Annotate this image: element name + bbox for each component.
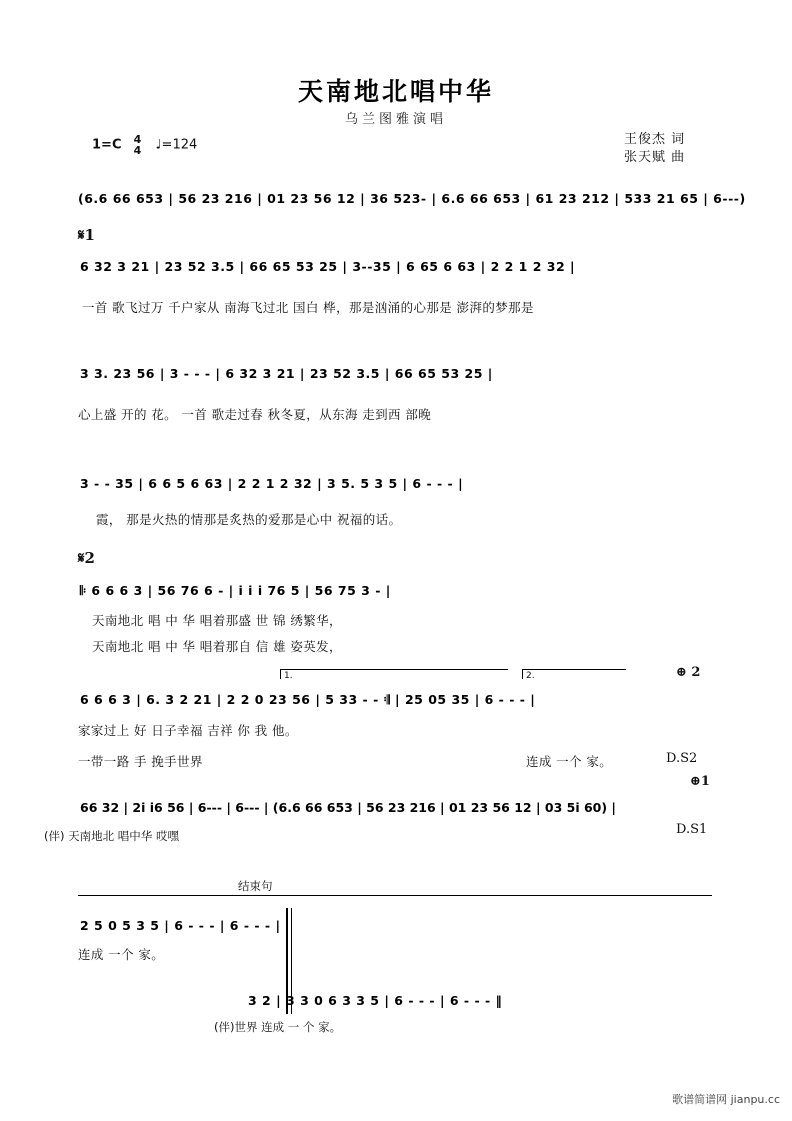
lyricist: 王俊杰 词 — [624, 132, 686, 147]
ending-label: 结束句 — [238, 879, 273, 893]
lyrics-row-5-verse-2-ending: 连成 一个 家。 — [526, 754, 613, 769]
song-title: 天南地北唱中华 — [297, 77, 494, 106]
notation-row-1: 6 32 3 21 | 23 52 3.5 | 66 65 53 25 | 3--35 | 6 65 6 63 | 2 2 1 2 32 | — [80, 259, 576, 274]
key-signature: 1=C — [92, 137, 122, 153]
lyrics-row-3: 霞， 那是火热的情那是炙热的爱那是心中 祝福的话。 — [96, 512, 402, 527]
notation-row-4: 𝄆 6 6 6 3 | 56 76 6 - | i i i 76 5 | 56 75 3 - | — [80, 583, 391, 598]
volta-2-label: 2. — [526, 671, 535, 681]
tempo-mark: ♩=124 — [155, 137, 198, 153]
notation-row-3: 3 - - 35 | 6 6 5 6 63 | 2 2 1 2 32 | 3 5. 5 3 5 | 6 - - - | — [80, 476, 464, 491]
lyrics-row-1: 一首 歌飞过万 千户家从 南海飞过北 国白 桦，那是汹涌的心那是 澎湃的梦那是 — [82, 300, 534, 315]
ending-bracket — [78, 895, 712, 896]
notation-row-6: 66 32 | 2i i6 56 | 6--- | 6--- | (6.6 66 653 | 56 23 216 | 01 23 56 12 | 03 5i 60) | — [80, 800, 616, 815]
segno-1: 𝄋1 — [78, 226, 95, 244]
lyrics-row-4-verse-2: 天南地北 唱 中 华 唱着那自 信 雄 姿英发， — [92, 639, 342, 654]
notation-row-5: 6 6 6 3 | 6. 3 2 21 | 2 2 0 23 56 | 5 33 - - 𝄇 | 25 05 35 | 6 - - - | — [80, 692, 536, 707]
lyrics-row-4-verse-1: 天南地北 唱 中 华 唱着那盛 世 锦 绣繁华， — [92, 613, 342, 628]
volta-2-hook — [522, 669, 523, 679]
time-signature: 4 4 — [133, 133, 142, 157]
volta-1-bracket — [280, 669, 508, 670]
ending-notation-2: 3 2 | 3 3 0 6 3 3 5 | 6 - - - | 6 - - - ‖ — [248, 993, 503, 1008]
coda-1-mark: ⊕1 — [690, 774, 710, 789]
composer: 张天赋 曲 — [624, 150, 686, 165]
segno-2: 𝄋2 — [78, 549, 95, 567]
ds1-mark: D.S1 — [676, 822, 708, 837]
notation-row-2: 3 3. 23 56 | 3 - - - | 6 32 3 21 | 23 52 3.5 | 66 65 53 25 | — [80, 366, 493, 381]
key-tempo — [92, 134, 197, 156]
ending-lyrics-1: 连成 一个 家。 — [78, 947, 165, 962]
performer: 乌兰图雅演唱 — [344, 112, 447, 127]
volta-1-label: 1. — [284, 671, 293, 681]
lyrics-row-2: 心上盛 开的 花。 一首 歌走过春 秋冬夏，从东海 走到西 部晚 — [78, 407, 432, 422]
lyrics-row-5-verse-1: 家家过上 好 日子幸福 吉祥 你 我 他。 — [78, 723, 298, 738]
intro-notation: (6.6 66 653 | 56 23 216 | 01 23 56 12 | 36 523- | 6.6 66 653 | 61 23 212 | 533 21 65 | 6---) — [78, 191, 746, 206]
ending-notation-1: 2 5 0 5 3 5 | 6 - - - | 6 - - - | — [80, 918, 281, 933]
watermark: 歌谱简谱网 jianpu.cc — [672, 1093, 780, 1106]
lyrics-row-6: (伴) 天南地北 唱中华 哎嘿 — [44, 829, 179, 843]
volta-2-bracket — [522, 669, 626, 670]
coda-2-mark: ⊕ 2 — [676, 665, 701, 680]
lyrics-row-5-verse-2: 一带一路 手 挽手世界 — [78, 754, 203, 769]
ending-lyrics-2: (伴)世界 连成 一 个 家。 — [214, 1020, 342, 1034]
ds2-mark: D.S2 — [666, 751, 698, 766]
volta-1-hook — [280, 669, 281, 679]
